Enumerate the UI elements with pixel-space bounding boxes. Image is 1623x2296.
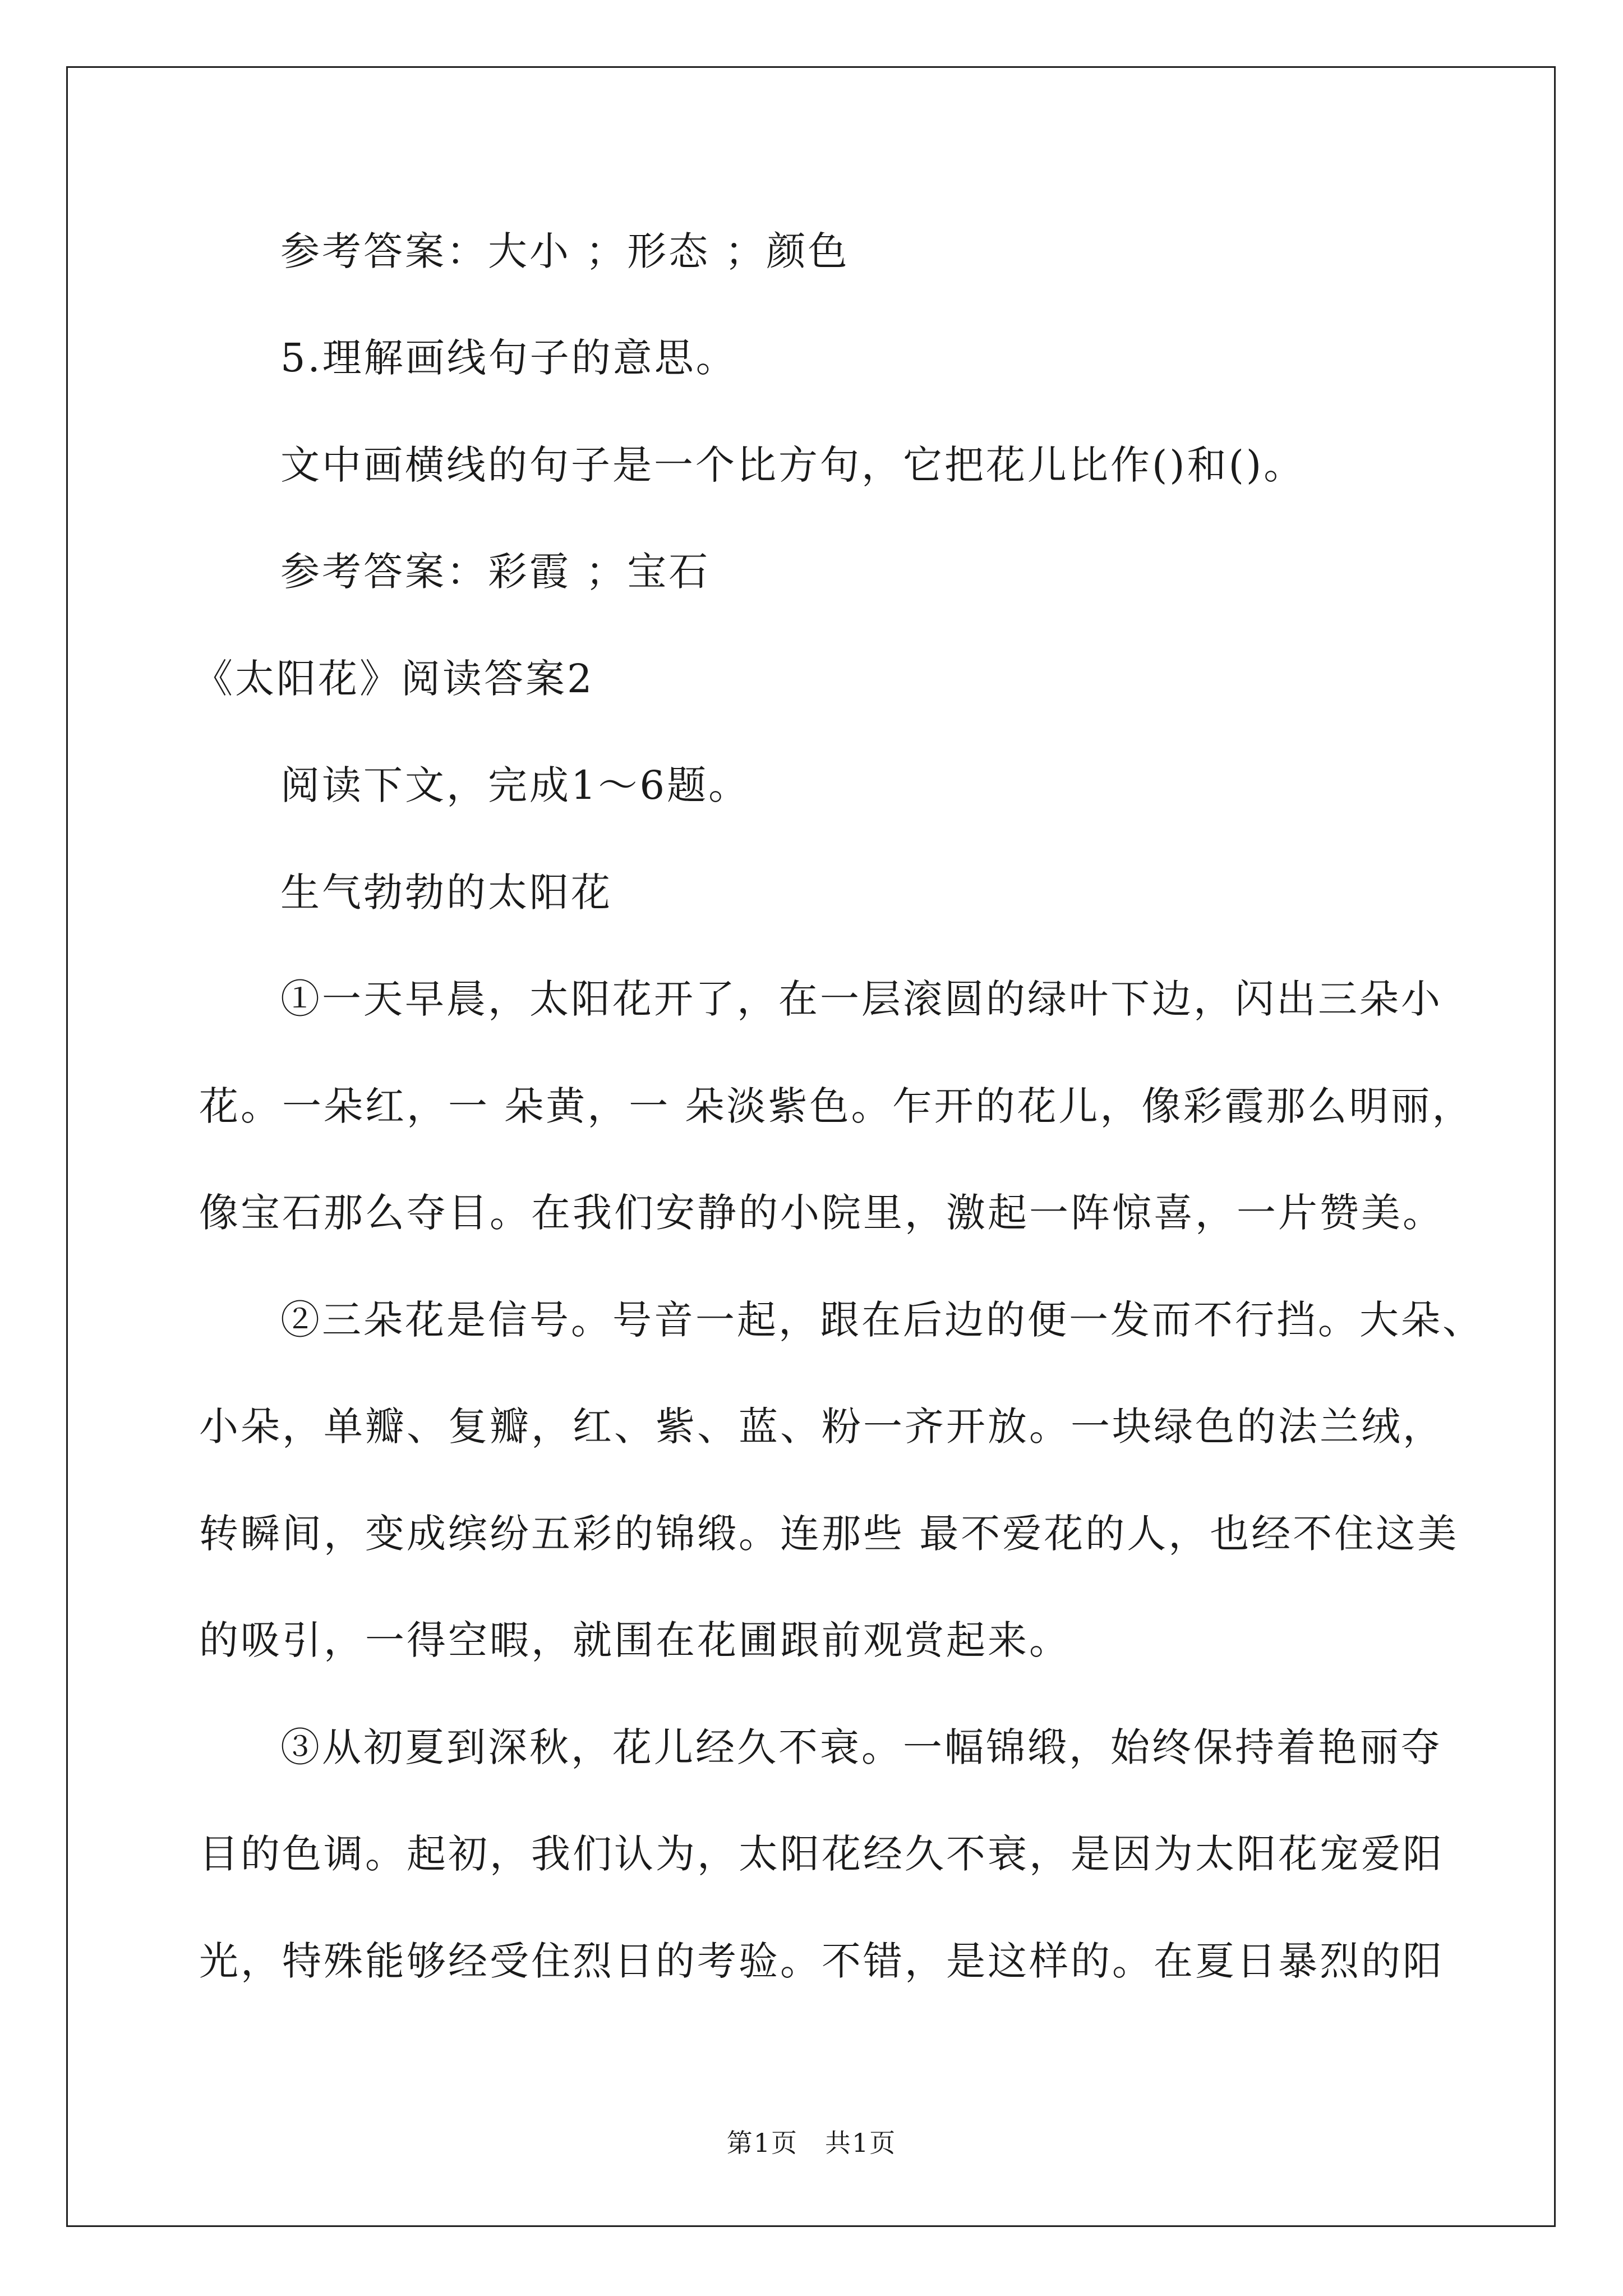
- question-5-text: 文中画横线的句子是一个比方句，它把花儿比作()和()。: [280, 442, 1306, 488]
- answer-line-1: 参考答案：大小 ；形态 ；颜色: [280, 228, 850, 274]
- instruction-line: 阅读下文，完成1～6题。: [280, 762, 750, 808]
- paragraph-1-line-1: ①一天早晨，太阳花开了，在一层滚圆的绿叶下边，闪出三朵小: [280, 976, 1442, 1022]
- paragraph-3-line-3: 光，特殊能够经受住烈日的考验。不错，是这样的。在夏日暴烈的阳: [199, 1938, 1444, 1984]
- article-title: 生气勃勃的太阳花: [280, 869, 612, 915]
- page-border: [66, 66, 1556, 2227]
- question-5: 5.理解画线句子的意思。: [280, 335, 737, 381]
- paragraph-3-line-1: ③从初夏到深秋，花儿经久不衰。一幅锦缎，始终保持着艳丽夺: [280, 1724, 1442, 1770]
- paragraph-1-line-2: 花。一朵红，一 朵黄，一 朵淡紫色。乍开的花儿，像彩霞那么明丽，: [199, 1083, 1474, 1129]
- paragraph-3-line-2: 目的色调。起初，我们认为，太阳花经久不衰，是因为太阳花宠爱阳: [199, 1831, 1444, 1877]
- paragraph-2-line-4: 的吸引，一得空暇，就围在花圃跟前观赏起来。: [199, 1617, 1071, 1663]
- paragraph-2-line-1: ②三朵花是信号。号音一起，跟在后边的便一发而不行挡。大朵、: [280, 1297, 1484, 1343]
- section-heading: 《太阳花》阅读答案2: [193, 656, 594, 702]
- paragraph-2-line-3: 转瞬间，变成缤纷五彩的锦缎。连那些 最不爱花的人，也经不住这美: [199, 1511, 1459, 1557]
- answer-line-2: 参考答案：彩霞 ；宝石: [280, 549, 711, 595]
- page-footer: 第1页 共1页: [726, 2128, 897, 2158]
- paragraph-2-line-2: 小朵，单瓣、复瓣，红、紫、蓝、粉一齐开放。一块绿色的法兰绒，: [199, 1404, 1444, 1450]
- paragraph-1-line-3: 像宝石那么夺目。在我们安静的小院里，激起一阵惊喜，一片赞美。: [199, 1190, 1444, 1236]
